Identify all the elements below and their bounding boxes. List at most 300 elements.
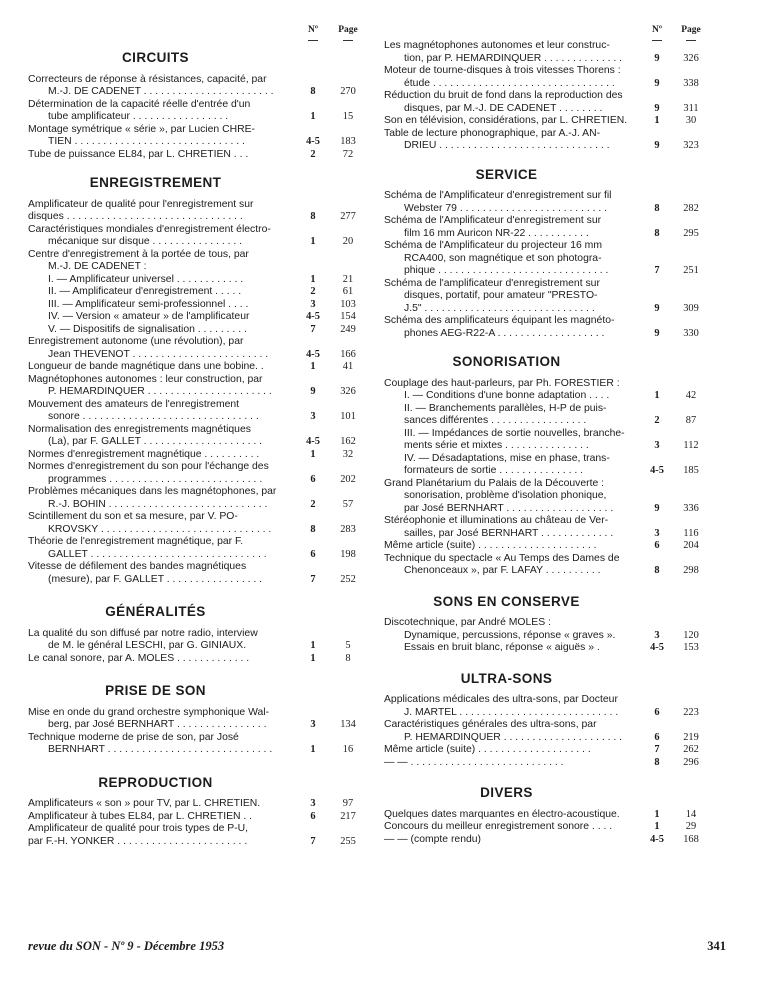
entry-title-line: mécanique sur disque . . . . . . . . . . . . . . . . — [48, 236, 243, 247]
entry-title-line: Longueur de bande magnétique dans une bobine. . — [28, 361, 264, 372]
index-entry — [384, 809, 720, 822]
page-number: 311 — [683, 102, 699, 114]
entry-title-line: III. — Impédances de sortie nouvelles, branche- — [404, 427, 625, 439]
issue-number: 8 — [654, 202, 660, 214]
issue-number: 2 — [310, 286, 316, 297]
page-number: 283 — [340, 523, 356, 535]
entry-title-line: Mouvement des amateurs de l'enregistrement — [28, 398, 240, 410]
right-sections — [384, 40, 720, 846]
page-number: 42 — [685, 390, 697, 401]
entry-title-line: V. — Dispositifs de signalisation . . . . . . . . . — [48, 323, 247, 335]
entry-title-line: berg, par José BERNHART . . . . . . . . . . . . . . . . — [48, 719, 267, 730]
issue-number: 1 — [310, 236, 316, 247]
entry-title-line: de M. le général LESCHI, par G. GINIAUX. — [48, 640, 247, 651]
index-entry — [384, 315, 720, 340]
entry-title-line: film 16 mm Auricon NR-22 . . . . . . . . . . . — [404, 227, 589, 239]
entry-title-line: Applications médicales des ultra-sons, par Docteur — [384, 694, 618, 705]
page-number: 103 — [340, 298, 356, 310]
entry-title-line: disques . . . . . . . . . . . . . . . . . . . . . . . . . . . . . . . — [28, 211, 243, 222]
index-entry — [384, 428, 720, 453]
entry-title-line: II. — Branchements parallèles, H-P de puis- — [404, 402, 607, 414]
index-entry — [28, 99, 366, 124]
page-number: 295 — [683, 227, 699, 239]
index-entry — [28, 74, 366, 99]
index-entry — [28, 224, 366, 249]
issue-number: 4-5 — [306, 311, 320, 322]
issue-number: 8 — [654, 756, 660, 768]
page-number: 326 — [683, 52, 699, 64]
page-number: 323 — [683, 140, 699, 151]
entry-title-line: M.-J. DE CADENET : — [48, 261, 147, 272]
entry-title-line: Jean THEVENOT . . . . . . . . . . . . . . . . . . . . . . . . — [48, 348, 269, 360]
page-number: 32 — [342, 448, 354, 460]
section-heading: SONORISATION — [452, 354, 561, 369]
index-entry — [384, 478, 720, 516]
entry-title-line: Magnétophones autonomes : leur construction, par — [28, 373, 263, 385]
entry-title-line: disques, par M.-J. DE CADENET . . . . . . . . — [404, 102, 603, 114]
index-entry — [384, 515, 720, 540]
index-entry — [384, 821, 720, 834]
entry-title-line: IV. — Version « amateur » de l'amplificateur — [48, 311, 250, 322]
index-section — [28, 177, 366, 586]
entry-title-line: Caractéristiques mondiales d'enregistrement électro- — [28, 223, 271, 235]
issue-number: 7 — [310, 573, 316, 585]
issue-number: 8 — [310, 211, 316, 222]
entry-title-line: Réduction du bruit de fond dans la reproduction des — [384, 90, 623, 101]
issue-number: 3 — [654, 629, 660, 641]
index-entry — [28, 461, 366, 486]
entry-title-line: Tube de puissance EL84, par L. CHRETIEN . . . — [28, 148, 249, 160]
issue-number: 9 — [310, 386, 316, 397]
index-entry — [384, 719, 720, 744]
index-entry — [28, 486, 366, 511]
issue-number: 6 — [310, 473, 316, 485]
entry-title-line: Essais en bruit blanc, réponse « aiguës » . — [404, 642, 600, 653]
entry-title-line: Les magnétophones autonomes et leur construc- — [384, 40, 610, 51]
issue-number: 2 — [654, 415, 660, 426]
issue-number: 6 — [654, 540, 660, 551]
page-number: 183 — [340, 136, 356, 147]
entry-title-line: Le canal sonore, par A. MOLES . . . . . . . . . . . . . — [28, 652, 250, 664]
index-entry — [384, 90, 720, 115]
issue-number: 6 — [654, 706, 660, 718]
index-entry — [384, 40, 720, 65]
page-number: 262 — [683, 744, 699, 755]
index-entry — [384, 642, 720, 655]
index-entry — [384, 390, 720, 403]
page-number: 97 — [342, 798, 354, 809]
left-sections — [28, 52, 366, 848]
section-heading: REPRODUCTION — [98, 774, 213, 790]
entry-title-line: P. HEMARDINQUER . . . . . . . . . . . . . . . . . . . . . . — [48, 386, 272, 397]
issue-number: 1 — [310, 448, 316, 460]
entry-title-line: Scintillement du son et sa mesure, par V. PO- — [28, 511, 238, 522]
index-entry — [28, 424, 366, 449]
entry-title-line: disques, portatif, pour amateur "PRESTO- — [404, 290, 598, 301]
entry-title-line: Quelques dates marquantes en électro-acoustique. — [384, 808, 620, 820]
index-entry — [28, 374, 366, 399]
index-entry — [28, 628, 366, 653]
index-section — [28, 685, 366, 757]
index-entry — [28, 274, 366, 287]
issue-number: 1 — [310, 744, 316, 755]
page-number: 336 — [683, 502, 699, 514]
entry-title-line: Stéréophonie et illuminations au château de Ver- — [384, 515, 609, 526]
entry-title-line: phones AEG-R22-A . . . . . . . . . . . . . . . . . . . — [404, 327, 605, 339]
index-entry — [28, 199, 366, 224]
entry-title-line: BERNHART . . . . . . . . . . . . . . . . . . . . . . . . . . . . . — [48, 744, 273, 755]
entry-title-line: Normes d'enregistrement magnétique . . . . . . . . . . — [28, 448, 260, 460]
entry-title-line: I. — Amplificateur universel . . . . . . . . . . . . — [48, 273, 244, 285]
page-number: 8 — [345, 652, 351, 664]
entry-title-line: — — . . . . . . . . . . . . . . . . . . . . . . . . . . . — [384, 756, 564, 768]
entry-title-line: La qualité du son diffusé par notre radio, interview — [28, 627, 258, 639]
page-number: 251 — [683, 265, 699, 276]
entry-title-line: GALLET . . . . . . . . . . . . . . . . . . . . . . . . . . . . . . . — [48, 548, 267, 560]
page-number: 168 — [683, 833, 699, 845]
entry-title-line: Théorie de l'enregistrement magnétique, par F. — [28, 536, 244, 547]
issue-number: 7 — [654, 744, 660, 755]
page-number: 61 — [342, 286, 354, 297]
index-entry — [384, 240, 720, 278]
entry-title-line: Amplificateur de qualité pour trois types de P-U, — [28, 823, 249, 834]
entry-title-line: Amplificateurs « son » pour TV, par L. CHRETIEN. — [28, 798, 261, 809]
entry-title-line: M.-J. DE CADENET . . . . . . . . . . . . . . . . . . . . . . . — [48, 86, 274, 97]
page-number: 120 — [683, 629, 699, 641]
page-number: 134 — [340, 719, 356, 730]
index-entry — [384, 757, 720, 770]
issue-number: 1 — [654, 390, 660, 401]
entry-title-line: tion, par P. HEMARDINQUER . . . . . . . . . . . . . . — [404, 52, 623, 64]
index-entry — [384, 403, 720, 428]
issue-number: 3 — [654, 440, 660, 451]
entry-title-line: tube amplificateur . . . . . . . . . . . . . . . . . — [48, 111, 229, 122]
entry-title-line: Normes d'enregistrement du son pour l'échange des — [28, 461, 269, 472]
section-heading: PRISE DE SON — [105, 683, 206, 698]
entry-title-line: J. MARTEL . . . . . . . . . . . . . . . . . . . . . . . . . . . . — [404, 706, 619, 718]
entry-title-line: sonorisation, problème d'isolation phonique, — [404, 490, 607, 501]
entry-title-line: Son en télévision, considérations, par L. CHRETIEN. — [384, 115, 628, 126]
index-entry — [28, 449, 366, 462]
issue-number: 9 — [654, 327, 660, 339]
section-heading: SONS EN CONSERVE — [433, 593, 580, 609]
entry-title-line: Mise en onde du grand orchestre symphonique Wal- — [28, 706, 270, 718]
entry-title-line: III. — Amplificateur semi-professionnel . . . . — [48, 298, 249, 310]
index-entry — [28, 149, 366, 162]
index-section — [28, 52, 366, 161]
page-number: 330 — [683, 327, 699, 339]
page-number: 277 — [340, 211, 356, 222]
entry-title-line: ments série et mixtes . . . . . . . . . . . . . . . — [404, 440, 589, 451]
index-entry — [28, 798, 366, 811]
entry-title-line: TIEN . . . . . . . . . . . . . . . . . . . . . . . . . . . . . . — [48, 136, 245, 147]
issue-number: 1 — [654, 115, 660, 126]
page-number: 116 — [683, 527, 699, 539]
section-heading: SERVICE — [475, 166, 538, 182]
issue-number: 8 — [654, 227, 660, 239]
index-entry — [384, 115, 720, 128]
page-number: 204 — [683, 540, 699, 551]
number-column-label: Nº — [640, 24, 674, 41]
index-section — [384, 356, 720, 578]
issue-number: 1 — [310, 273, 316, 285]
entry-title-line: Problèmes mécaniques dans les magnétophones, par — [28, 486, 277, 497]
index-entry — [384, 453, 720, 478]
index-section — [384, 166, 720, 341]
entry-title-line: par José BERNHART . . . . . . . . . . . . . . . . . . . — [404, 502, 614, 514]
page-number: 16 — [342, 744, 354, 755]
issue-number: 6 — [654, 731, 660, 743]
entry-title-line: Webster 79 . . . . . . . . . . . . . . . . . . . . . . . . . . — [404, 202, 608, 214]
section-heading: ENREGISTREMENT — [89, 175, 222, 190]
issue-number: 1 — [310, 111, 316, 122]
index-entry — [28, 707, 366, 732]
right-column — [384, 18, 720, 846]
issue-number: 9 — [654, 52, 660, 64]
index-entry — [384, 378, 720, 391]
index-entry — [28, 249, 366, 274]
entry-title-line: Schéma de l'amplificateur d'enregistrement sur — [384, 277, 600, 289]
column-header — [28, 18, 366, 40]
page-number: 282 — [683, 202, 699, 214]
index-entry — [384, 128, 720, 153]
page-number: 249 — [340, 323, 356, 335]
issue-number: 6 — [310, 548, 316, 560]
section-heading: DIVERS — [480, 785, 533, 800]
index-entry — [28, 536, 366, 561]
page-number: 57 — [342, 498, 354, 510]
index-entry — [28, 399, 366, 424]
index-entry — [384, 540, 720, 553]
page-number: 15 — [342, 111, 354, 122]
entry-title-line: Schéma de l'Amplificateur d'enregistrement sur — [384, 215, 602, 226]
index-section — [28, 774, 366, 849]
number-column-label: Nº — [296, 24, 330, 41]
issue-number: 1 — [654, 808, 660, 820]
issue-number: 3 — [310, 411, 316, 422]
entry-title-line: — — (compte rendu) — [384, 833, 482, 845]
entry-title-line: Caractéristiques générales des ultra-sons, par — [384, 719, 597, 730]
entry-title-line: sances différentes . . . . . . . . . . . . . . . . . — [404, 415, 587, 426]
page-number: 202 — [340, 473, 356, 485]
entry-title-line: Technique du spectacle « Au Temps des Dames de — [384, 552, 620, 564]
entry-title-line: Normalisation des enregistrements magnétiques — [28, 423, 251, 435]
index-entry — [28, 336, 366, 361]
page-number: 198 — [340, 548, 356, 560]
index-entry — [384, 694, 720, 719]
page-number: 185 — [683, 465, 699, 476]
issue-number: 4-5 — [650, 833, 664, 845]
issue-number: 3 — [310, 719, 316, 730]
section-heading: CIRCUITS — [122, 50, 189, 65]
issue-number: 1 — [310, 361, 316, 372]
page-number: 219 — [683, 731, 699, 743]
index-entry — [384, 744, 720, 757]
page-number: 223 — [683, 706, 699, 718]
entry-title-line: (La), par F. GALLET . . . . . . . . . . . . . . . . . . . . . — [48, 436, 263, 447]
page-column-label: Page — [674, 24, 708, 41]
index-entry — [384, 834, 720, 847]
index-entry — [384, 65, 720, 90]
index-entry — [28, 324, 366, 337]
column-header — [384, 18, 720, 40]
entry-title-line: Table de lecture phonographique, par A.-J. AN- — [384, 127, 601, 139]
entry-title-line: Centre d'enregistrement à la portée de tous, par — [28, 248, 249, 260]
index-entry — [28, 361, 366, 374]
entry-title-line: Couplage des haut-parleurs, par Ph. FORESTIER : — [384, 377, 620, 389]
page-number: 255 — [340, 835, 356, 847]
index-entry — [28, 823, 366, 848]
index-section — [384, 670, 720, 770]
entry-title-line: Grand Planétarium du Palais de la Découverte : — [384, 477, 605, 489]
page-number: 298 — [683, 565, 699, 576]
issue-number: 4-5 — [306, 436, 320, 447]
issue-number: 7 — [310, 835, 316, 847]
index-section — [384, 40, 720, 153]
issue-number: 1 — [310, 640, 316, 651]
index-entry — [28, 299, 366, 312]
index-entry — [28, 811, 366, 824]
page-number: 14 — [685, 808, 697, 820]
index-entry — [28, 732, 366, 757]
page-number: 72 — [342, 148, 354, 160]
entry-title-line: RCA400, son magnétique et son photogra- — [404, 252, 602, 264]
entry-title-line: Schéma de l'Amplificateur du projecteur 16 mm — [384, 240, 602, 251]
entry-title-line: KROVSKY . . . . . . . . . . . . . . . . . . . . . . . . . . . . . . — [48, 523, 272, 535]
issue-number: 9 — [654, 302, 660, 314]
entry-title-line: J.5" . . . . . . . . . . . . . . . . . . . . . . . . . . . . . . — [404, 302, 595, 314]
issue-number: 2 — [310, 498, 316, 510]
issue-number: 4-5 — [306, 136, 320, 147]
page-number: 296 — [683, 756, 699, 768]
entry-title-line: P. HEMARDINQUER . . . . . . . . . . . . . . . . . . . . . — [404, 731, 623, 743]
page-number: 20 — [342, 236, 354, 247]
entry-title-line: sonore . . . . . . . . . . . . . . . . . . . . . . . . . . . . . . . — [48, 411, 259, 422]
entry-title-line: Dynamique, percussions, réponse « graves ». — [404, 629, 616, 641]
issue-number: 8 — [310, 86, 316, 97]
page-number: 21 — [342, 273, 354, 285]
entry-title-line: Vitesse de défilement des bandes magnétiques — [28, 561, 247, 572]
issue-number: 2 — [310, 148, 316, 160]
page-number: 270 — [340, 86, 356, 97]
entry-title-line: Même article (suite) . . . . . . . . . . . . . . . . . . . . — [384, 744, 591, 755]
issue-number: 6 — [310, 810, 316, 822]
entry-title-line: phique . . . . . . . . . . . . . . . . . . . . . . . . . . . . . . — [404, 265, 609, 276]
issue-number: 7 — [654, 265, 660, 276]
entry-title-line: Enregistrement autonome (une révolution), par — [28, 336, 244, 347]
index-entry — [28, 561, 366, 586]
entry-title-line: étude . . . . . . . . . . . . . . . . . . . . . . . . . . . . . . . . — [404, 77, 615, 89]
entry-title-line: Détermination de la capacité réelle d'entrée d'un — [28, 98, 251, 110]
index-section — [384, 787, 720, 846]
page-number: 309 — [683, 302, 699, 314]
page-number: 112 — [683, 440, 699, 451]
index-entry — [384, 278, 720, 316]
entry-title-line: R.-J. BOHIN . . . . . . . . . . . . . . . . . . . . . . . . . . . . — [48, 498, 268, 510]
entry-title-line: Amplificateur de qualité pour l'enregistrement sur — [28, 198, 254, 210]
index-section — [384, 593, 720, 655]
entry-title-line: Schéma de l'Amplificateur d'enregistrement sur fil — [384, 190, 612, 201]
issue-number: 9 — [654, 77, 660, 89]
index-entry — [28, 653, 366, 666]
issue-number: 3 — [310, 798, 316, 809]
issue-number: 3 — [310, 298, 316, 310]
page-number: 154 — [340, 311, 356, 322]
footer-journal-info: revue du SON - Nº 9 - Décembre 1953 — [28, 939, 225, 953]
page-number: 217 — [340, 810, 356, 822]
page-number: 101 — [340, 411, 356, 422]
index-entry — [384, 190, 720, 215]
index-entry — [28, 124, 366, 149]
index-entry — [28, 311, 366, 324]
entry-title-line: Correcteurs de réponse à résistances, capacité, par — [28, 73, 267, 85]
issue-number: 1 — [654, 821, 660, 832]
page-number: 326 — [340, 386, 356, 397]
entry-title-line: Moteur de tourne-disques à trois vitesses Thorens : — [384, 65, 621, 76]
index-entry — [384, 617, 720, 630]
issue-number: 1 — [310, 652, 316, 664]
issue-number: 4-5 — [306, 348, 320, 360]
entry-title-line: Montage symétrique « série », par Lucien CHRE- — [28, 123, 255, 135]
page-number: 162 — [340, 436, 356, 447]
page-number: 338 — [683, 77, 699, 89]
page-column-label: Page — [331, 24, 365, 41]
issue-number: 9 — [654, 102, 660, 114]
page-number: 5 — [345, 640, 351, 651]
issue-number: 4-5 — [650, 465, 664, 476]
entry-title-line: programmes . . . . . . . . . . . . . . . . . . . . . . . . . . . — [48, 473, 263, 485]
issue-number: 7 — [310, 323, 316, 335]
left-column — [28, 18, 366, 848]
page-number: 252 — [340, 573, 356, 585]
page-number: 87 — [685, 415, 697, 426]
entry-title-line: Même article (suite) . . . . . . . . . . . . . . . . . . . . . — [384, 540, 597, 551]
entry-title-line: IV. — Désadaptations, mise en phase, trans- — [404, 452, 610, 464]
entry-title-line: (mesure), par F. GALLET . . . . . . . . . . . . . . . . . — [48, 573, 263, 585]
index-entry — [384, 630, 720, 643]
section-heading: GÉNÉRALITÉS — [105, 604, 206, 619]
entry-title-line: Discotechnique, par André MOLES : — [384, 617, 551, 628]
entry-title-line: II. — Amplificateur d'enregistrement . . . . . — [48, 286, 242, 297]
page-number: 166 — [340, 348, 356, 360]
page-number: 41 — [342, 361, 354, 372]
footer-page-number: 341 — [707, 939, 726, 953]
entry-title-line: Concours du meilleur enregistrement sonore . . . . — [384, 821, 613, 832]
index-entry — [384, 553, 720, 578]
issue-number: 8 — [654, 565, 660, 576]
page-number: 29 — [685, 821, 697, 832]
index-entry — [28, 511, 366, 536]
entry-title-line: Amplificateur à tubes EL84, par L. CHRETIEN . . — [28, 810, 253, 822]
index-entry — [28, 286, 366, 299]
index-entry — [384, 215, 720, 240]
entry-title-line: formateurs de sortie . . . . . . . . . . . . . . . — [404, 465, 584, 476]
page-number: 30 — [685, 115, 697, 126]
issue-number: 4-5 — [650, 642, 664, 653]
section-heading: ULTRA-SONS — [460, 670, 553, 686]
entry-title-line: Technique moderne de prise de son, par José — [28, 731, 239, 743]
issue-number: 3 — [654, 527, 660, 539]
issue-number: 8 — [310, 523, 316, 535]
entry-title-line: sailles, par José BERNHART . . . . . . . . . . . . . — [404, 527, 614, 539]
entry-title-line: par F.-H. YONKER . . . . . . . . . . . . . . . . . . . . . . . — [28, 835, 248, 847]
issue-number: 9 — [654, 502, 660, 514]
entry-title-line: I. — Conditions d'une bonne adaptation . . . . — [404, 390, 610, 401]
index-section — [28, 606, 366, 665]
entry-title-line: Chenonceaux », par F. LAFAY . . . . . . . . . . — [404, 565, 601, 576]
entry-title-line: DRIEU . . . . . . . . . . . . . . . . . . . . . . . . . . . . . . — [404, 140, 610, 151]
entry-title-line: Schéma des amplificateurs équipant les magnéto- — [384, 315, 615, 326]
